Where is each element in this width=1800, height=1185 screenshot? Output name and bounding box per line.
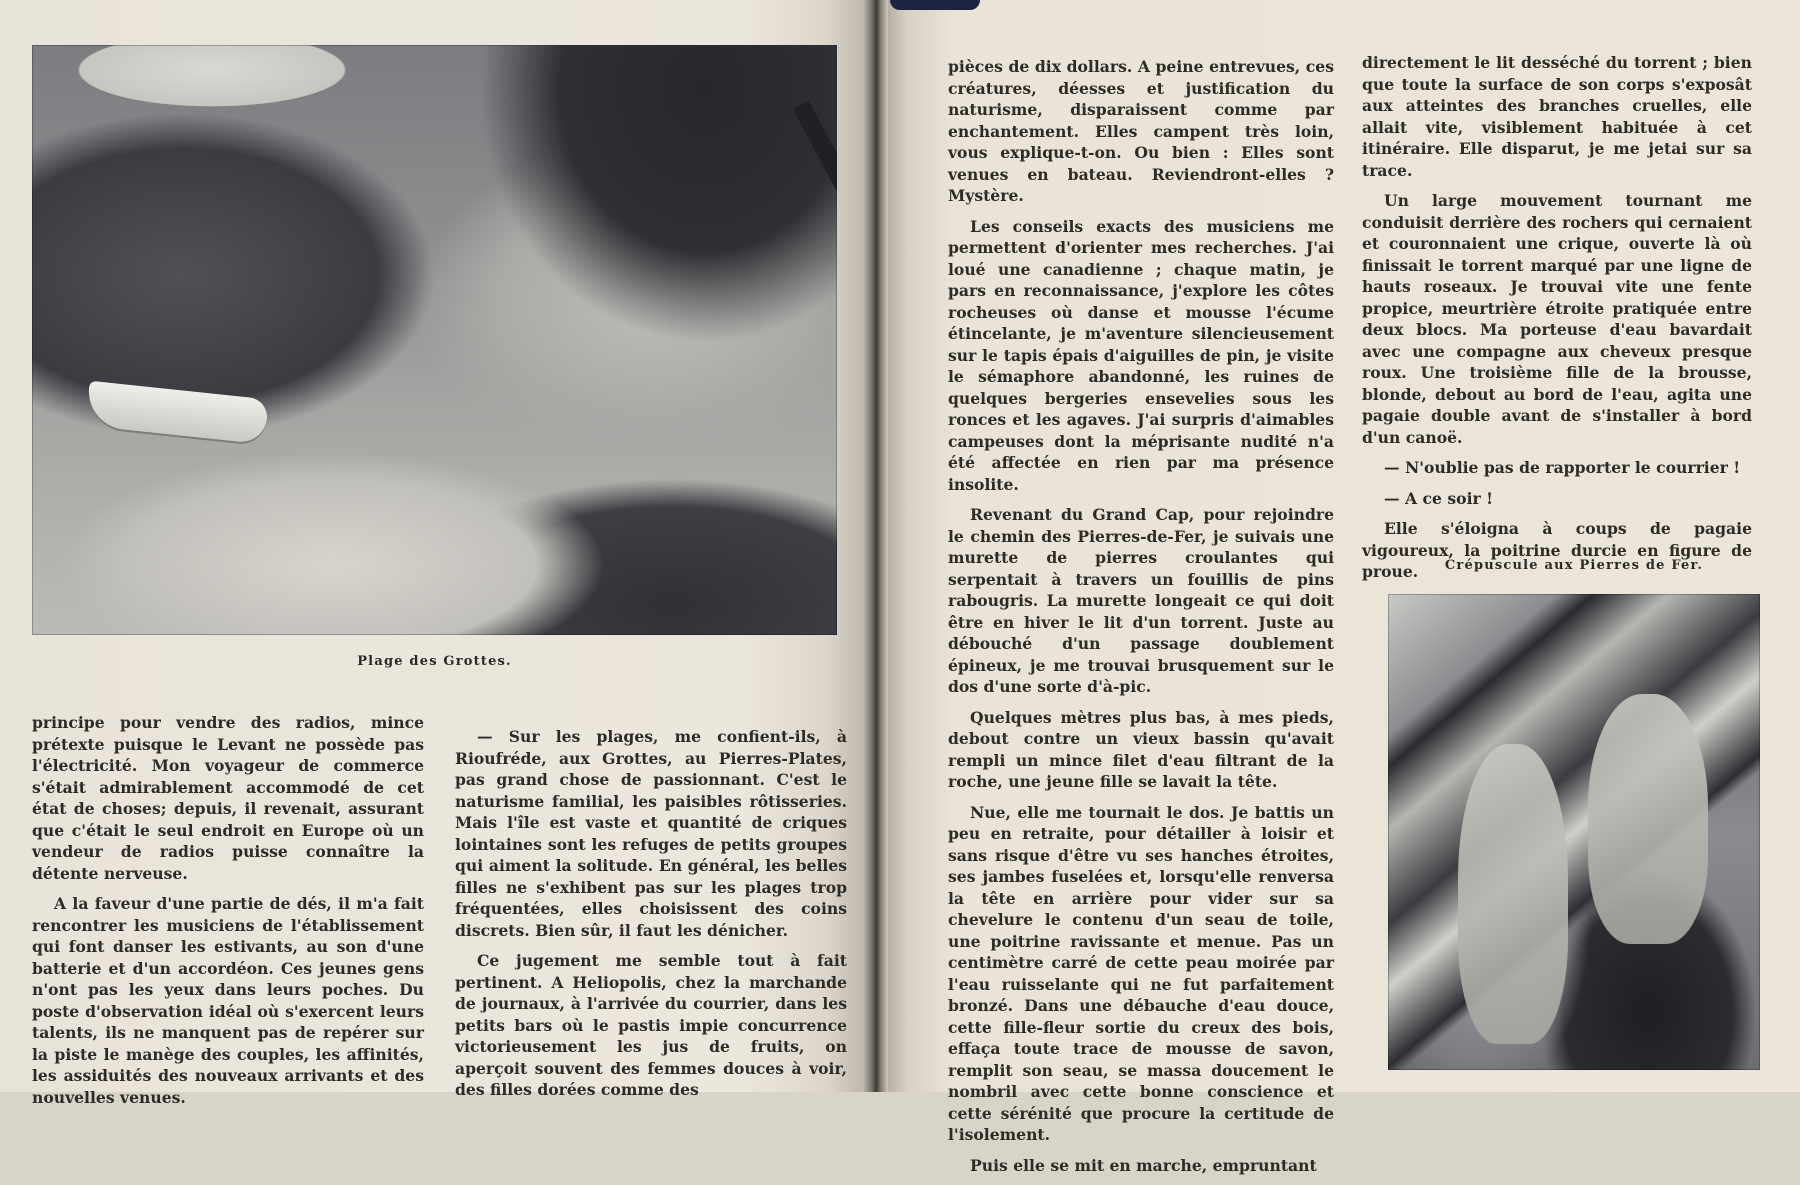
dialogue-line: — A ce soir ! (1384, 488, 1493, 508)
left-page (0, 0, 870, 1107)
paragraph: A la faveur d'une partie de dés, il m'a fait rencontrer les musiciens de l'établissement qui font danser les estivants, au son d'une batterie et d'un accordéon. Ces jeunes gens n'ont pas les yeux dans leurs poches. Du poste d'observation idéal où s'exercent leurs talents, ils ne manquent pas de repérer sur la piste le manège des couples, les affinités, les assiduités des nouveaux arrivants et des nouvelles venues. (32, 894, 424, 1107)
paragraph: — Sur les plages, me confient-ils, à Rioufréde, aux Grottes, au Pierres-Plates, pas grand chose de passionnant. C'est le naturisme familial, les paisibles rôtisseries. Mais l'île est vaste et quantité de criques lointaines sont les refuges de petits groupes qui aiment la solitude. En général, les belles filles ne s'exhibent pas sur les plages trop fréquentées, elles choisissent des coins discrets. Bien sûr, il faut les dénicher. (455, 727, 847, 940)
book-gutter (862, 0, 888, 1092)
photo-crepuscule-pierres-de-fer (1388, 594, 1760, 1070)
figure-shape (1458, 744, 1568, 1044)
photo-caption: Crépuscule aux Pierres de Fer. (1444, 558, 1704, 573)
paragraph: Quelques mètres plus bas, à mes pieds, debout contre un vieux bassin qu'avait rempli un mince filet d'eau filtrant de la roche, une jeune fille se lavait la tête. (948, 707, 1334, 791)
figure-shape (1588, 694, 1708, 944)
text-column-right-2 (1362, 52, 1752, 592)
text-column-right-1 (948, 56, 1334, 1185)
paragraph: Ce jugement me semble tout à fait pertinent. A Heliopolis, chez la marchande de journaux, à l'arrivée du courrier, dans les petits bars où le pastis impie concurrence victorieusement les jus de fruits, on aperçoit souvent des femmes douces à voir, des filles dorées comme des (455, 951, 847, 1099)
bookmark-ribbon (890, 0, 980, 10)
paragraph: Puis elle se mit en marche, empruntant (970, 1155, 1317, 1175)
paragraph: Revenant du Grand Cap, pour rejoindre le chemin des Pierres-de-Fer, je suivais une murette de pierres croulantes qui serpentait à travers un fouillis de pins rabougris. La murette longeait ce qui doit être en hiver le lit d'un torrent. Juste au débouché d'un passage doublement épineux, je me trouvai brusquement sur le dos d'une sorte d'à-pic. (948, 505, 1334, 696)
text-column-left-2 (455, 726, 847, 1110)
paragraph: principe pour vendre des radios, mince prétexte puisque le Levant ne possède pas l'électricité. Mon voyageur de commerce s'était admirablement accommodé de cet état de choses; depuis, il revenait, assurant que c'était le seul endroit en Europe où un vendeur de radios puisse connaître la détente nerveuse. (32, 713, 424, 883)
text-column-left-1 (32, 712, 424, 1117)
pine-tree-shape (477, 45, 837, 345)
paragraph: Elle s'éloigna à coups de pagaie vigoureux, la poitrine durcie en figure de proue. (1362, 519, 1752, 581)
paragraph: Nue, elle me tournait le dos. Je battis un peu en retraite, pour détailler à loisir et sans risque d'être vu ses hanches étroites, ses jambes fuselées et, lorsqu'elle renversa la tête en arrière pour vider sur sa chevelure le contenu d'un seau de toile, une poitrine ravissante et menue. Pas un centimètre carré de cette peau moirée par l'eau ruisselante qui ne fut parfaitement bronzé. Dans une débauche d'eau douce, cette fille-fleur sortie du creux des bois, effaça toute trace de mousse de savon, remplit son seau, se massa doucement le nombril avec cette bonne conscience et cette sérénité que procure la certitude de l'isolement. (948, 802, 1334, 1144)
paragraph: directement le lit desséché du torrent ; bien que toute la surface de son corps s'exposât aux atteintes des branches cruelles, elle allait vite, visiblement habituée à cet itinéraire. Elle disparut, je me jetai sur sa trace. (1362, 53, 1752, 180)
paragraph: Les conseils exacts des musiciens me permettent d'orienter mes recherches. J'ai loué une canadienne ; chaque matin, je pars en reconnaissance, j'explore les côtes rocheuses où danse et mousse l'écume étincelante, je m'aventure silencieusement sur le tapis épais d'aiguilles de pin, je visite le sémaphore abandonné, les ruines de quelques bergeries ensevelies sous les ronces et les agaves. J'ai surpris d'aimables campeuses dont la méprisante nudité n'a été affectée en rien par ma présence insolite. (948, 216, 1334, 494)
dialogue-line: — N'oublie pas de rapporter le courrier ! (1384, 458, 1741, 477)
boat-shape (85, 381, 269, 445)
paragraph: Un large mouvement tournant me conduisit derrière des rochers qui cernaient et couronnaient une crique, ouverte là où finissait le torrent marqué par une ligne de hauts roseaux. Je trouvai vite une fente propice, meurtrière étroite pratiquée entre deux blocs. Ma porteuse d'eau bavardait avec une compagne aux cheveux presque roux. Une troisième fille de la brousse, blonde, debout au bord de l'eau, agita une pagaie double avant de s'installer à bord d'un canoë. (1362, 191, 1752, 447)
photo-caption: Plage des Grottes. (357, 654, 512, 669)
photo-plage-des-grottes (32, 45, 837, 635)
paragraph: pièces de dix dollars. A peine entrevues, ces créatures, déesses et justification du naturisme, disparaissent comme par enchantement. Elles campent très loin, vous explique-t-on. Ou bien : Elles sont venues en bateau. Reviendront-elles ? Mystère. (948, 57, 1334, 205)
